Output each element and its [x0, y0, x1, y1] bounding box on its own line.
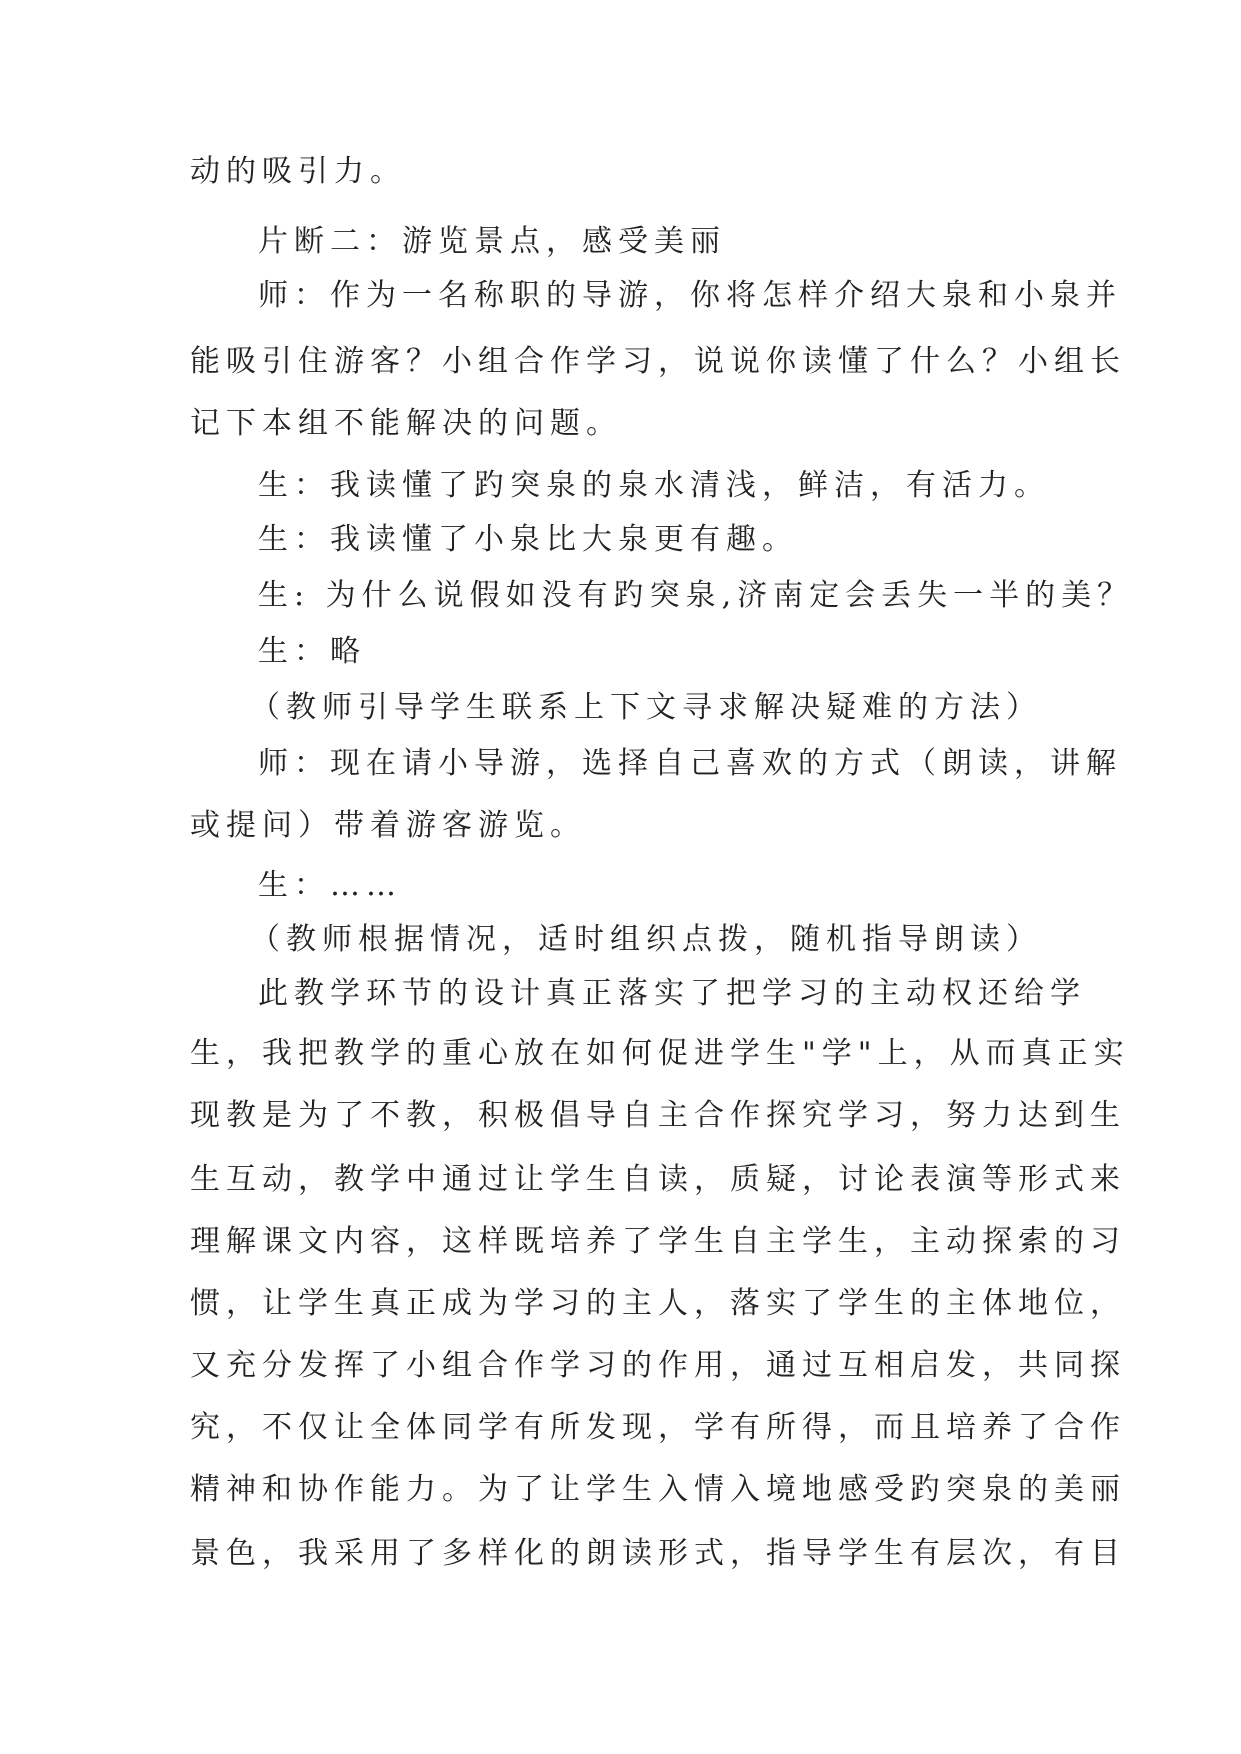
paragraph-line: 精神和协作能力。为了让学生入情入境地感受趵突泉的美丽 — [190, 1472, 1126, 1507]
paragraph-line: 究，不仅让全体同学有所发现，学有所得，而且培养了合作 — [190, 1410, 1126, 1445]
paragraph-line: 理解课文内容，这样既培养了学生自主学生，主动探索的习 — [190, 1224, 1126, 1259]
text-line: 生：我读懂了趵突泉的泉水清浅，鲜洁，有活力。 — [258, 468, 1050, 503]
text-line: 记下本组不能解决的问题。 — [190, 406, 622, 441]
paragraph-line: 现教是为了不教，积极倡导自主合作探究学习，努力达到生 — [190, 1098, 1126, 1133]
text-line: 师：作为一名称职的导游，你将怎样介绍大泉和小泉并 — [258, 278, 1122, 313]
text-line: 动的吸引力。 — [190, 154, 406, 189]
text-line: 生：我读懂了小泉比大泉更有趣。 — [258, 522, 798, 557]
paragraph-line: 此教学环节的设计真正落实了把学习的主动权还给学 — [258, 976, 1086, 1011]
text-line: 或提问）带着游客游览。 — [190, 808, 586, 843]
text-line: 生：…… — [258, 868, 402, 903]
paragraph-line: 景色，我采用了多样化的朗读形式，指导学生有层次，有目 — [190, 1536, 1126, 1571]
text-line: 生: 为什么说假如没有趵突泉,济南定会丢失一半的美？ — [258, 578, 1134, 613]
text-line: （教师引导学生联系上下文寻求解决疑难的方法） — [250, 690, 1042, 725]
paragraph-line: 生互动，教学中通过让学生自读，质疑，讨论表演等形式来 — [190, 1162, 1126, 1197]
paragraph-line: 惯，让学生真正成为学习的主人，落实了学生的主体地位， — [190, 1286, 1126, 1321]
text-line: （教师根据情况，适时组织点拨，随机指导朗读） — [250, 922, 1042, 957]
text-line: 师：现在请小导游，选择自己喜欢的方式（朗读，讲解 — [258, 746, 1122, 781]
paragraph-line: 生，我把教学的重心放在如何促进学生"学"上，从而真正实 — [190, 1036, 1130, 1071]
text-line: 能吸引住游客？小组合作学习，说说你读懂了什么？小组长 — [190, 344, 1126, 379]
text-line: 生：略 — [258, 634, 366, 669]
paragraph-line: 又充分发挥了小组合作学习的作用，通过互相启发，共同探 — [190, 1348, 1126, 1383]
section-heading: 片断二：游览景点，感受美丽 — [258, 224, 726, 259]
